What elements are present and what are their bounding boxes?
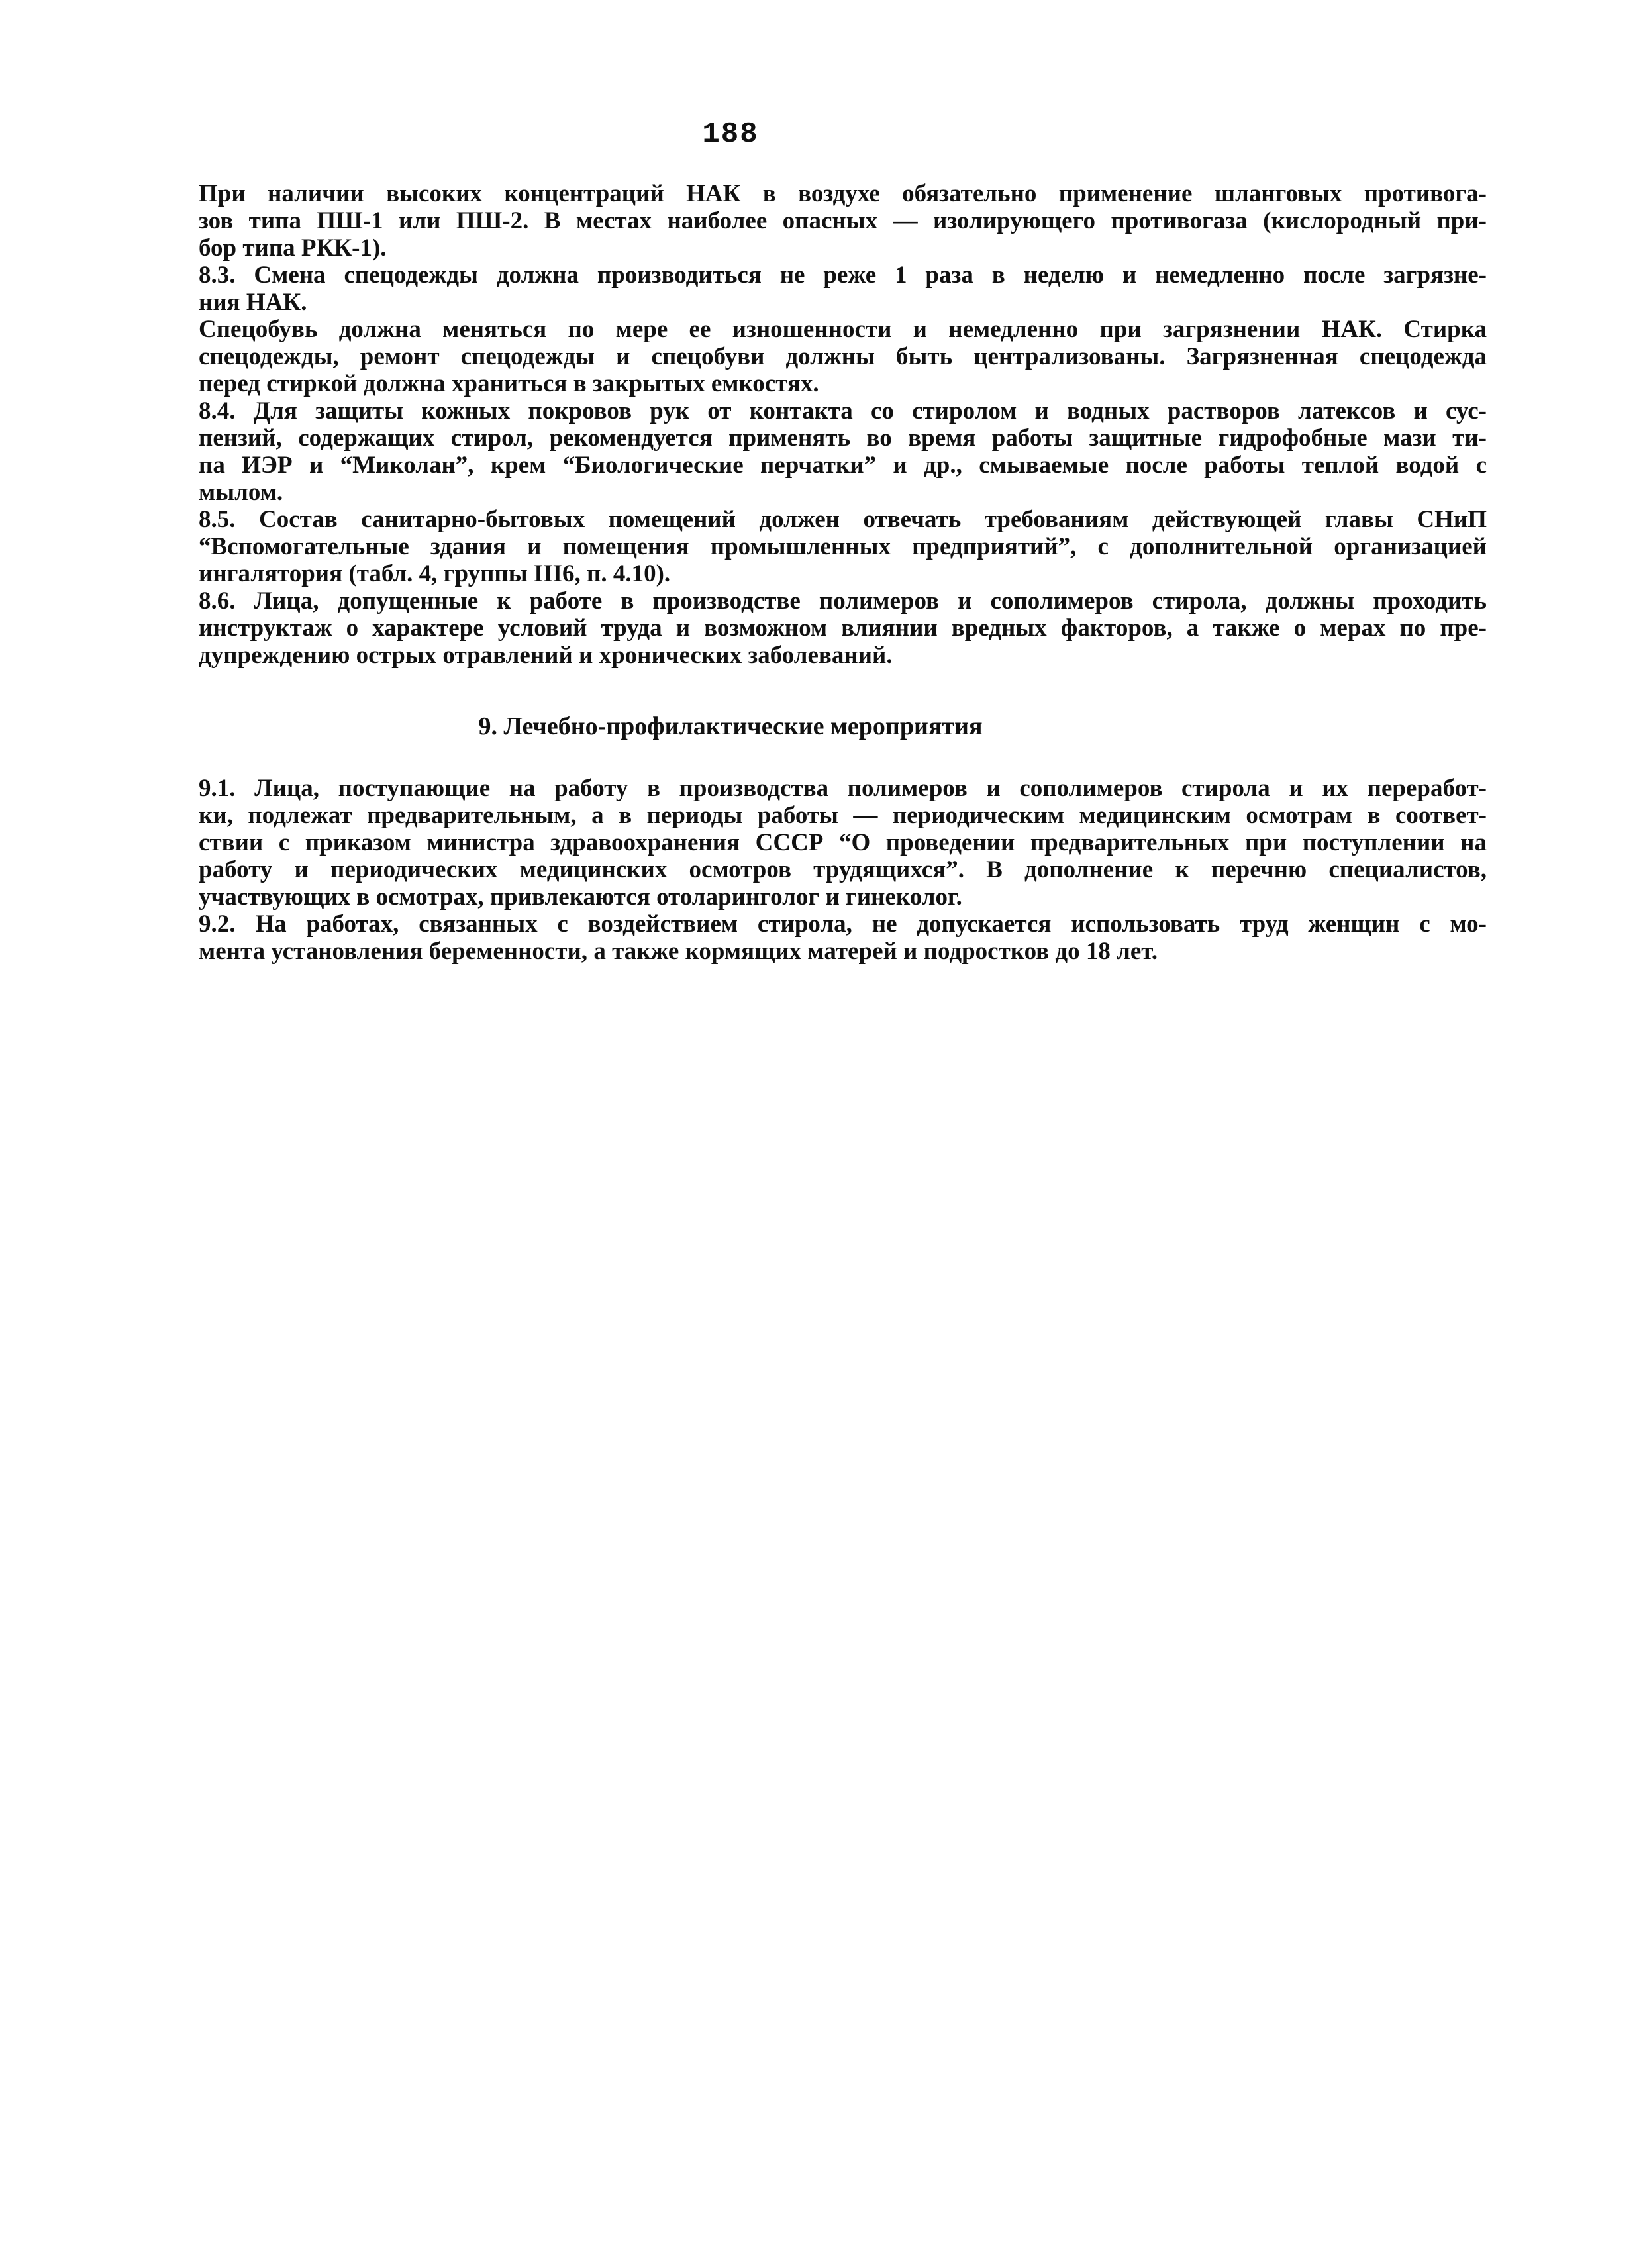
text-line: спецодежды, ремонт спецодежды и спецобуви должны быть централизованы. Загрязненная спецодежда [199,343,1487,370]
text-line: бор типа РКК-1). [199,234,387,262]
section-9-text [199,775,1487,965]
text-line: “Вспомогательные здания и помещения промышленных предприятий”, с дополнительной организацией [199,533,1487,560]
text-line: 9.2. На работах, связанных с воздействием стирола, не допускается использовать труд женщин с мо- [199,911,1487,938]
text-line: дупреждению острых отравлений и хронических заболеваний. [199,642,893,669]
section-8-text [199,180,1487,669]
text-line: ингалятория (табл. 4, группы III6, п. 4.10). [199,560,671,587]
text-line: работу и периодических медицинских осмотров трудящихся”. В дополнение к перечню специалистов, [199,856,1487,883]
text-line: участвующих в осмотрах, привлекаются отоларинголог и гинеколог. [199,883,962,911]
text-line: 8.5. Состав санитарно-бытовых помещений должен отвечать требованиям действующей главы СНиП [199,506,1487,533]
text-line: 8.4. Для защиты кожных покровов рук от контакта со стиролом и водных растворов латексов и сус- [199,397,1487,424]
section-heading: 9. Лечебно-профилактические мероприятия [478,713,983,740]
text-line: инструктаж о характере условий труда и возможном влиянии вредных факторов, а также о мерах по пре- [199,615,1487,642]
text-line: ствии с приказом министра здравоохранения СССР “О проведении предварительных при поступлении на [199,829,1487,856]
text-line: пензий, содержащих стирол, рекомендуется применять во время работы защитные гидрофобные мази ти- [199,424,1487,452]
text-line: 8.6. Лица, допущенные к работе в производстве полимеров и сополимеров стирола, должны проходить [199,587,1487,615]
text-line: мента установления беременности, а также кормящих матерей и подростков до 18 лет. [199,938,1158,965]
text-line: зов типа ПШ-1 или ПШ-2. В местах наиболее опасных — изолирующего противогаза (кислородный при- [199,207,1487,234]
page-number: 188 [702,118,759,151]
text-line: мылом. [199,479,283,506]
text-line: 8.3. Смена спецодежды должна производиться не реже 1 раза в неделю и немедленно после загрязне- [199,262,1487,289]
text-line: па ИЭР и “Миколан”, крем “Биологические перчатки” и др., смываемые после работы теплой водой с [199,452,1487,479]
text-line: Спецобувь должна меняться по мере ее изношенности и немедленно при загрязнении НАК. Стирка [199,316,1487,343]
text-line: перед стиркой должна храниться в закрытых емкостях. [199,370,819,397]
text-line: ки, подлежат предварительным, а в периоды работы — периодическим медицинским осмотрам в соответ- [199,802,1487,829]
text-line: При наличии высоких концентраций НАК в воздухе обязательно применение шланговых противога- [199,180,1487,207]
text-line: ния НАК. [199,289,307,316]
text-line: 9.1. Лица, поступающие на работу в производства полимеров и сополимеров стирола и их переработ- [199,775,1487,802]
